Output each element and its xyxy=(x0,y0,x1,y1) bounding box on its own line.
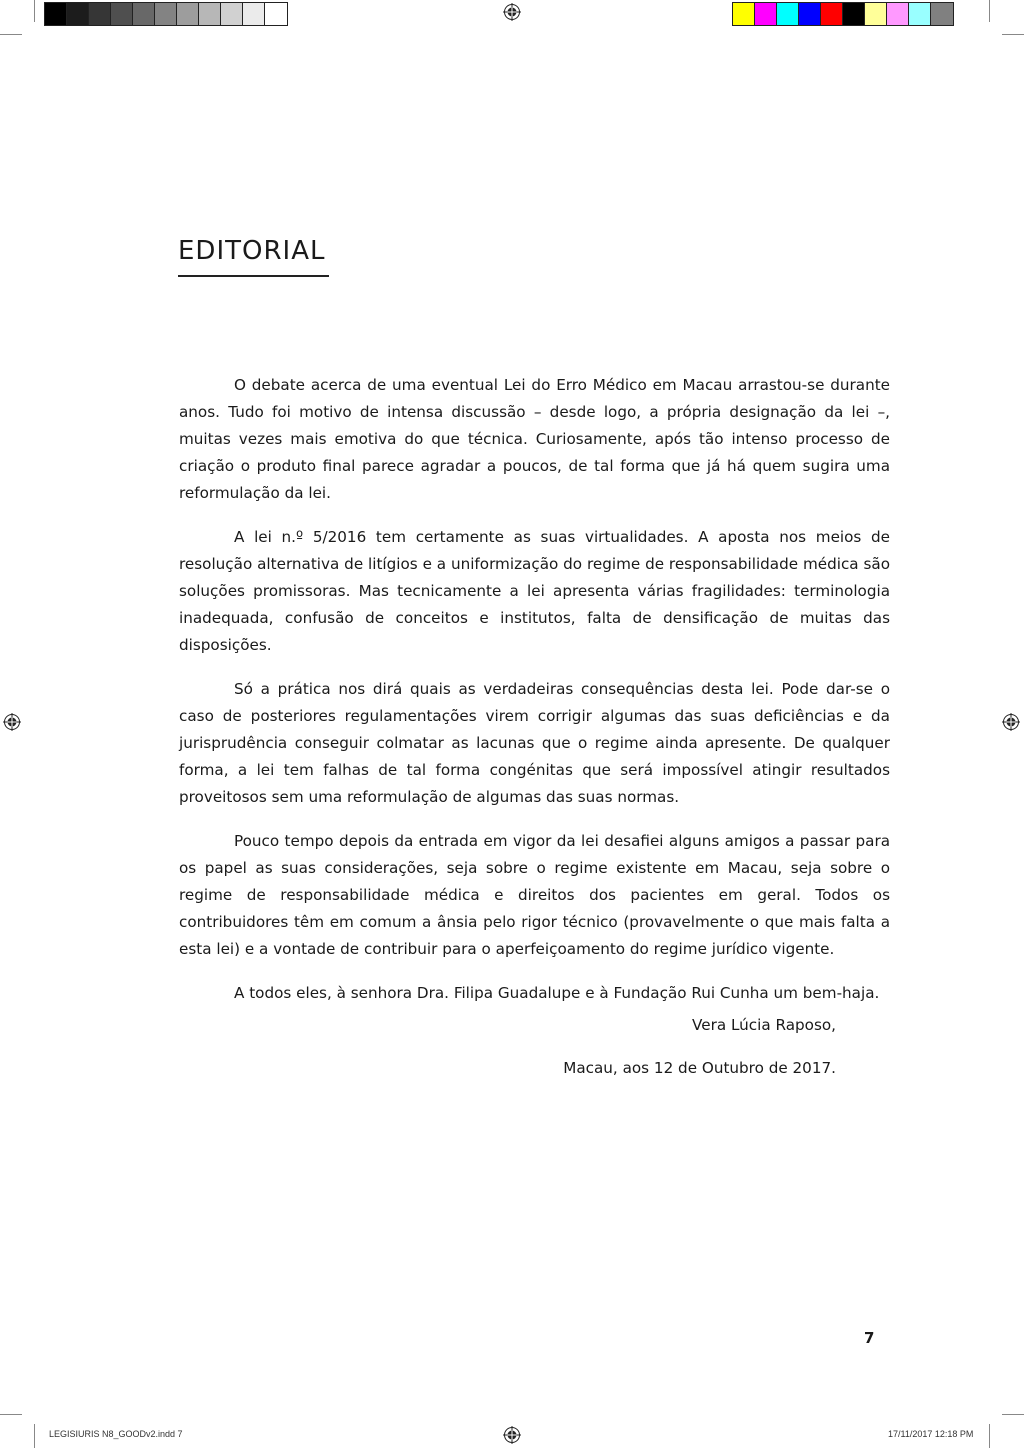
slug-datetime: 17/11/2017 12:18 PM xyxy=(888,1429,974,1439)
gray-swatch xyxy=(155,3,177,25)
page-number: 7 xyxy=(864,1329,875,1347)
color-control-strip xyxy=(732,2,954,26)
grayscale-control-strip xyxy=(44,2,288,26)
crop-mark-bottom-left xyxy=(0,1414,22,1415)
color-swatch xyxy=(887,3,909,25)
registration-target-icon xyxy=(503,3,521,21)
gray-swatch xyxy=(89,3,111,25)
crop-mark-bottom-left-vertical xyxy=(34,1424,35,1448)
color-swatch xyxy=(909,3,931,25)
crop-mark-bottom-right-vertical xyxy=(989,1424,990,1448)
color-swatch xyxy=(755,3,777,25)
editorial-body xyxy=(179,372,890,1024)
crop-mark-top-left xyxy=(0,34,22,35)
author-signature: Vera Lúcia Raposo, xyxy=(692,1016,836,1034)
paragraph: Pouco tempo depois da entrada em vigor da lei desafiei alguns amigos a passar para os papel as suas considerações, seja sobre o regime existente em Macau, seja sobre o regime de responsabilidade médica e direitos dos pacientes em geral. Todos os contribuidores têm em comum a ânsia pelo rigor técnico (provavelmente o que mais falta a esta lei) e a vontade de contribuir para o aperfeiçoamento do regime jurídico vigente. xyxy=(179,832,890,958)
color-swatch xyxy=(843,3,865,25)
gray-swatch xyxy=(133,3,155,25)
registration-target-icon xyxy=(1002,713,1020,731)
paragraph: A todos eles, à senhora Dra. Filipa Guadalupe e à Fundação Rui Cunha um bem-haja. xyxy=(234,984,880,1002)
gray-swatch xyxy=(177,3,199,25)
color-swatch xyxy=(821,3,843,25)
crop-mark-top-right-vertical xyxy=(989,0,990,22)
gray-swatch xyxy=(199,3,221,25)
color-swatch xyxy=(931,3,953,25)
color-swatch xyxy=(865,3,887,25)
paragraph: O debate acerca de uma eventual Lei do Erro Médico em Macau arrastou-se durante anos. Tudo foi motivo de intensa discussão – desde logo, a própria designação da lei –, muitas vezes mais emotiva do que técnica. Curiosamente, após tão intenso processo de criação o produto final parece agradar a poucos, de tal forma que já há quem sugira uma reformulação da lei. xyxy=(179,376,890,502)
page-title: EDITORIAL xyxy=(178,236,326,266)
gray-swatch xyxy=(265,3,287,25)
slug-filename: LEGISIURIS N8_GOODv2.indd 7 xyxy=(49,1429,183,1439)
gray-swatch xyxy=(243,3,265,25)
crop-mark-top-right xyxy=(1002,34,1024,35)
gray-swatch xyxy=(221,3,243,25)
color-swatch xyxy=(777,3,799,25)
gray-swatch xyxy=(45,3,67,25)
crop-mark-bottom-right xyxy=(1002,1414,1024,1415)
color-swatch xyxy=(799,3,821,25)
paragraph: Só a prática nos dirá quais as verdadeiras consequências desta lei. Pode dar-se o caso de posteriores regulamentações virem corrigir algumas das suas deficiências e da jurisprudência conseguir colmatar as lacunas que o regime ainda apresente. De qualquer forma, a lei tem falhas de tal forma congénitas que será impossível atingir resultados proveitosos sem uma reformulação de algumas das suas normas. xyxy=(179,680,890,806)
title-underline xyxy=(178,275,329,277)
registration-target-icon xyxy=(3,713,21,731)
gray-swatch xyxy=(111,3,133,25)
color-swatch xyxy=(733,3,755,25)
registration-target-icon xyxy=(503,1426,521,1444)
paragraph: A lei n.º 5/2016 tem certamente as suas virtualidades. A aposta nos meios de resolução alternativa de litígios e a uniformização do regime de responsabilidade médica são soluções promissoras. Mas tecnicamente a lei apresenta várias fragilidades: terminologia inadequada, confusão de conceitos e institutos, falta de densificação de muitas das disposições. xyxy=(179,528,890,654)
gray-swatch xyxy=(67,3,89,25)
crop-mark-top-left-vertical xyxy=(34,0,35,22)
place-date: Macau, aos 12 de Outubro de 2017. xyxy=(563,1059,836,1077)
